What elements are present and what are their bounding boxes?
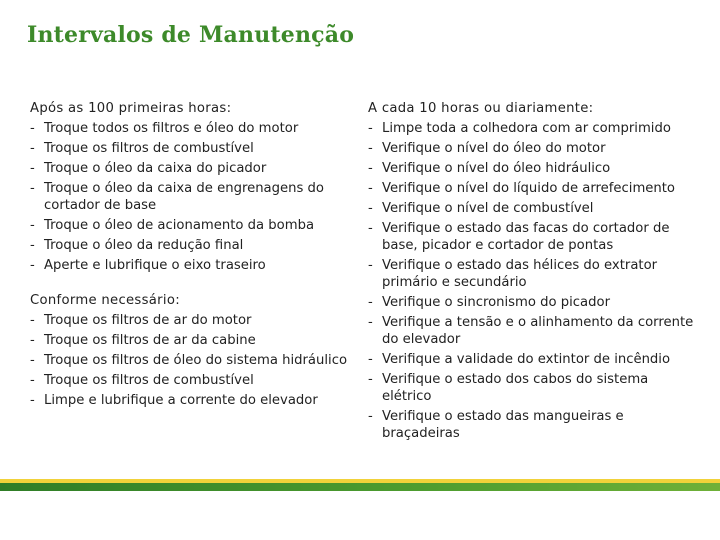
list-item: - Troque o óleo de acionamento da bomba xyxy=(30,217,350,234)
maintenance-list xyxy=(30,312,350,409)
section-heading: A cada 10 horas ou diariamente: xyxy=(368,101,594,116)
right-column xyxy=(368,100,698,445)
list-item: - Verifique o sincronismo do picador xyxy=(368,294,698,311)
list-item: - Troque os filtros de óleo do sistema hidráulico xyxy=(30,352,350,369)
list-item: - Troque os filtros de ar da cabine xyxy=(30,332,350,349)
section-first-100-hours xyxy=(30,100,350,274)
list-item: - Troque o óleo da redução final xyxy=(30,237,350,254)
list-item: - Limpe e lubrifique a corrente do elevador xyxy=(30,392,350,409)
list-item: - Troque o óleo da caixa do picador xyxy=(30,160,350,177)
list-item: - Troque o óleo da caixa de engrenagens do cortador de base xyxy=(30,180,350,214)
list-item: - Troque os filtros de combustível xyxy=(30,140,350,157)
list-item: - Verifique o nível de combustível xyxy=(368,200,698,217)
footer-stripe-green xyxy=(0,483,720,491)
list-item: - Troque todos os filtros e óleo do motor xyxy=(30,120,350,137)
list-item: - Aperte e lubrifique o eixo traseiro xyxy=(30,257,350,274)
maintenance-list xyxy=(30,120,350,274)
left-column xyxy=(30,100,350,412)
page-title: Intervalos de Manutenção xyxy=(27,22,355,48)
list-item: - Troque os filtros de combustível xyxy=(30,372,350,389)
list-item: - Verifique o nível do óleo hidráulico xyxy=(368,160,698,177)
list-item: - Verifique o estado das mangueiras e braçadeiras xyxy=(368,408,698,442)
list-item: - Verifique o nível do óleo do motor xyxy=(368,140,698,157)
maintenance-list xyxy=(368,120,698,442)
section-heading: Conforme necessário: xyxy=(30,293,180,308)
list-item: - Verifique a tensão e o alinhamento da corrente do elevador xyxy=(368,314,698,348)
section-as-needed xyxy=(30,292,350,409)
list-item: - Verifique a validade do extintor de incêndio xyxy=(368,351,698,368)
list-item: - Limpe toda a colhedora com ar comprimido xyxy=(368,120,698,137)
list-item: - Verifique o estado dos cabos do sistema elétrico xyxy=(368,371,698,405)
section-heading: Após as 100 primeiras horas: xyxy=(30,101,232,116)
list-item: - Verifique o estado das facas do cortador de base, picador e cortador de pontas xyxy=(368,220,698,254)
list-item: - Verifique o estado das hélices do extrator primário e secundário xyxy=(368,257,698,291)
list-item: - Verifique o nível do líquido de arrefecimento xyxy=(368,180,698,197)
list-item: - Troque os filtros de ar do motor xyxy=(30,312,350,329)
